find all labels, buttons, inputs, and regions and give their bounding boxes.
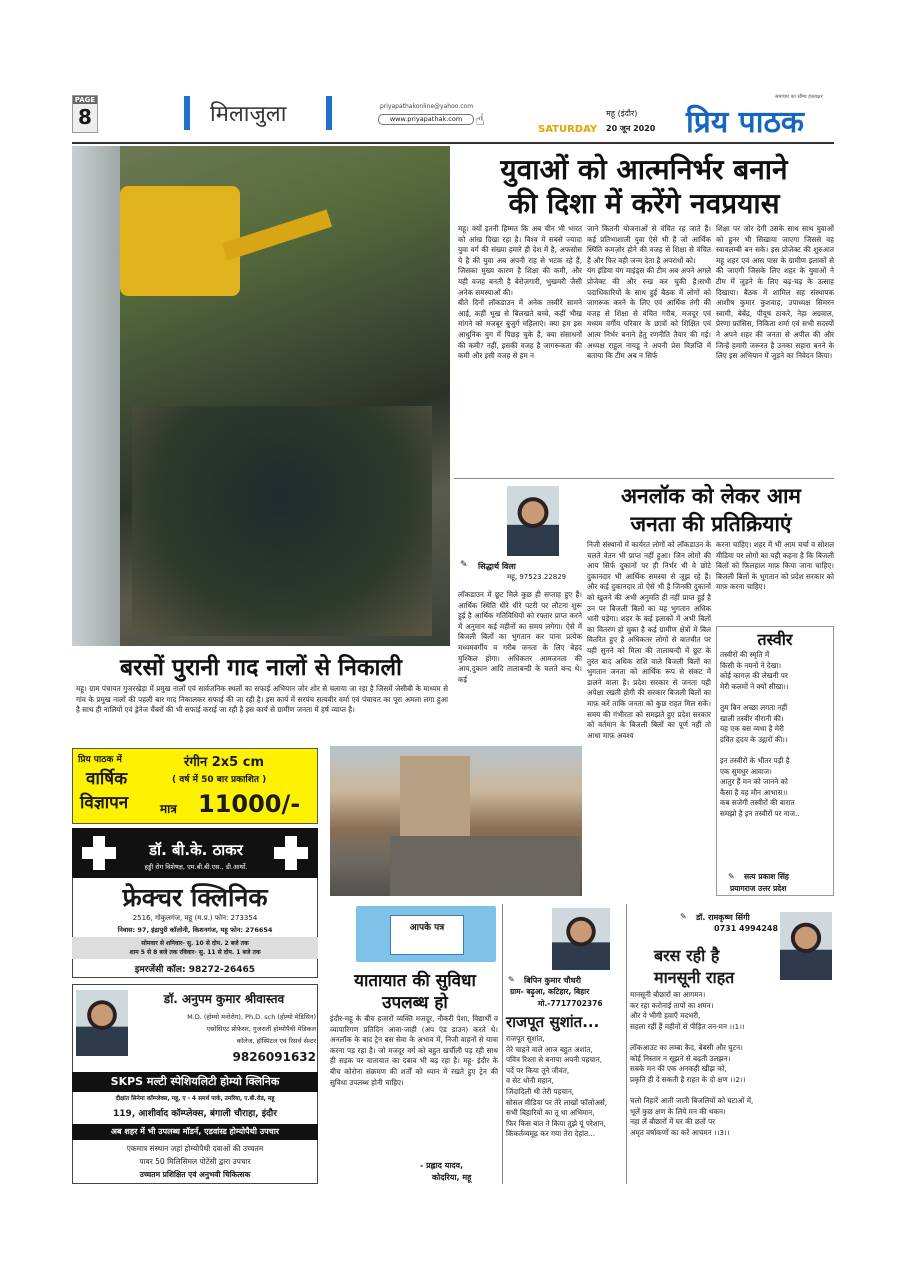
street-photo xyxy=(330,746,582,896)
rajput-lines: राजपूत सुशांत, तेरे चाहने वाले आज बहुत अशांत, पवित्र रिश्ता से बनाया अपनी पहचान, पर्दे पर किया तूने जीवंत, व सेट धोनी महान, जिंदादिली थी तेरी पहचान, सोसल मीडिया पर तेरे लाखों फॉलोअर्स, सभी बिहारियों का तू था अभिमान, फिर किस बात ने किया तुझे यूं परेशान, किंकर्तव्यमूढ़ कर गया तेरा देहांत... xyxy=(506,1034,608,1139)
ad-homeo-addr2: 119, आशीर्वाद कॉम्प्लेक्स, बंगाली चौराहा, इंदौर xyxy=(113,1109,277,1119)
tasveer-lines: तस्वीरों की स्मृति में किसी के नयनों ने देखा। कोई कागज़ की लेखनी पर मेरी कलमों ने क्यों सीखा।। तुम बिन अच्छा लगता नहीं खाली तस्वीर वीरानी की। यह एक बस व्यथा है मेरी द्रवित हृदय के उद्गारों की।। इन तस्वीरों के भीतर पड़ी है एक सुमधुर आवाज। आतुर हैं मन को जानने को कैसा है यह मौन आभास।। कब सजेगी तस्वीरों की बारात समझो है इन तस्वीरों पर नाज.. xyxy=(720,650,800,818)
unlock-headline-line1: अनलॉक को लेकर आम xyxy=(621,484,801,508)
lead-photo-jcb-drain xyxy=(72,146,450,646)
ad-homeo-phone: 9826091632 xyxy=(232,1050,316,1064)
page-number: 8 xyxy=(78,105,92,129)
ad-thakar-addr1: 2516, गोकुलगंज, महू (म.प्र.) फोन: 273354 xyxy=(132,914,258,922)
author-photo-ramkrishna xyxy=(780,912,832,980)
monsoon-pen-icon: ✎ xyxy=(680,912,687,921)
page-label xyxy=(72,95,98,133)
ad-thakar-spec: हड्डी रोग विशेषज्ञ, एम.बी.बी.एस., डी.आर्थो. xyxy=(144,863,248,871)
medical-cross-icon-right xyxy=(272,834,310,872)
monsoon-title-line1: बरस रही है xyxy=(654,946,720,965)
lead-col-1: महू। क्यों इतनी हिम्मत कि अब चीन भी भारत को आंख दिखा रहा है। विश्व में सबसे ज्यादा युवा वर्ग की संख्या हमारे ही देश में है, अफसोस ये है की युवा अब अपनी राह से भटक रहे हैं, जिसका मुख्य कारण है शिक्षा की कमी, और यही वजह बनती है बेरोज़गारी, भुखमरी जैसी अनेक समस्याओं की। बीते दिनों लॉकडाउन में अनेक तस्वीरें सामने आई, कहीं भूख से बिलखते बच्चे, कहीं भीख मांगने को मजबूर बुजुर्ग महिलाएं। क्या हम इस आधुनिक युग में पिछड़ चुके हैं, क्या संसाधनों की कमी? नहीं, इसकी वजह है जागरूकता की कमी और इसी वजह से हम न xyxy=(458,224,582,361)
unlock-author-place: महू, 97523 22829 xyxy=(507,573,567,581)
ad-homeo-line1: एकमात्र संस्थान जहां होम्योपैथी दवाओं की उच्चतम xyxy=(126,1144,264,1153)
tasveer-place: प्रयागराज उत्तर प्रदेश xyxy=(730,884,787,893)
rajput-pen-icon: ✎ xyxy=(508,975,515,984)
ad-thakar-emergency: इमरजेंसी कॉल: 98272-26465 xyxy=(134,965,256,975)
ad-homeo-strip: अब शहर में भी उपलब्ध मॉडर्न, एडवांस्ड होम्योपैथी उपचार xyxy=(72,1124,318,1140)
monsoon-phone: 0731 4994248 xyxy=(714,924,779,933)
unlock-author: सिद्धार्थ विला xyxy=(478,562,516,571)
section-bracket-left xyxy=(184,96,190,130)
letters-headline-line2: उपलब्ध हो xyxy=(382,993,448,1013)
section-bracket-right xyxy=(326,96,332,130)
monsoon-title-line2: मानसूनी राहत xyxy=(654,968,735,987)
ad-rate-size: रंगीन 2x5 cm xyxy=(184,755,264,770)
ad-homeo-line2: पावर 50 मिलिसिमल पोटेंसी द्वारा उपचार xyxy=(139,1157,251,1166)
drain-headline: बरसों पुरानी गाद नालों से निकाली xyxy=(119,655,403,681)
ad-homeo-quals: M.D. (होम्यो मनोरोग), Ph.D. sch (होम्यो मेडिसिन) xyxy=(187,1013,316,1021)
ad-rate-label1: प्रिय पाठक में xyxy=(78,755,122,765)
drain-body: महू। ग्राम पंचायत गुजरखेड़ा में प्रमुख नालों एवं सार्वजनिक स्थलों का सफाई अभियान जोर शोर से चलाया जा रहा है जिसमें जेसीबी के माध्यम से गांव के प्रमुख नालों की पहली बार गाद निकालकर सफाई की जा रही है। इस कार्य में सरपंच सत्यवीर वर्मा एवं पंचायत का पूरा अमला लगा हुआ है साथ ही नालियों एवं ड्रेनेज चैंबरों की भी सफाई कराई जा रही है इस कार्य से ग्रामीण जनता में हर्ष व्याप्त है। xyxy=(76,684,448,715)
lead-headline-line1: युवाओं को आत्मनिर्भर बनाने xyxy=(500,153,788,186)
wall-shape xyxy=(72,146,120,646)
monsoon-lines: मानसूनी बौछारों का आगमन। कर रहा करोनाई तापों का शमन। और ये भीगी हवाएँ मदभरी, सहला रहीं हैं महीनों से पीड़ित तन-मन ।।1।। लॉकआउट का लम्बा कैद, बेबसी और घुटन। कोई निस्तार न सूझने से बढ़ती उलझन। सबके मन की एक अनकही खीझ को, प्रकृति ही दे सकती है राहत के दो क्षण ।।2।। चलो निहारें आती जाती बिजलियों को घटाओं में, भूलें कुछ क्षण के लिये मन की थकन। नहा लें बौछारों में घर की छतों पर अमृत वर्षाकणों का करें आचमन ।।3।। xyxy=(630,990,754,1137)
ad-homeo-doctor: डॉ. अनुपम कुमार श्रीवास्तव xyxy=(163,992,285,1006)
rajput-place: ग्राम- बढ़ुआ, कटिहार, बिहार xyxy=(510,987,590,996)
lead-headline-line2: की दिशा में करेंगे नवप्रयास xyxy=(508,187,780,220)
doctor-photo-anupam xyxy=(76,990,128,1056)
ad-rate-price-label: मात्र xyxy=(160,802,177,816)
jcb-shape xyxy=(120,186,240,296)
unlock-col-1: लॉकडाउन में छूट मिले कुछ ही सप्ताह हुए हैं। आर्थिक स्थिति धीरे धीरे पटरी पर लौटना शुरू हुई है आर्थिक गतिविधियों को रफ्तार प्राप्त करने में अनुमान कई महीनों का समय लगेगा। ऐसे में बिजली बिलों का भुगतान कर पाना प्रत्येक मध्यमवर्गीय व गरीब जनता के लिए बेहद मुश्किल होगा। अधिकतर आमजनता की आय,दुकान आदि तालाबन्दी के चलते बन्द थे। कई xyxy=(458,590,582,684)
ad-rate-price: 11000/- xyxy=(198,790,301,818)
tasveer-pen-icon: ✎ xyxy=(728,872,735,881)
page-label-text: PAGE xyxy=(74,96,96,104)
letters-headline-line1: यातायात की सुविधा xyxy=(354,971,476,991)
unlock-col-2: निजी संस्थानों में कार्यरत लोगों को लॉकडाउन के चलते वेतन भी प्राप्त नहीं हुआ। जिन लोगों की आय सिर्फ दुकानों पर ही निर्भर थी वे छोटे दुकानदार भी आर्थिक समस्या से जूझ रहे हैं। और कई दुकानदार तो ऐसे भी है जिनकी दुकानों को खुलने की अभी अनुमति ही नहीं प्राप्त हुई है उन पर बिजली बिलों का यह भुगतान अधिक भारी पड़ेगा। शहर के कई इलाकों में अभी बिलों का वितरण हो चुका है कई ग्रामीण क्षेत्रों में बिल वितरित हुए है अधिकतर लोगों से बातचीत पर यही सुनने को मिला की तालाबन्दी में छूट के तुरंत बाद अधिक राशि वाले बिजली बिलों का भुगतान जनता को आर्थिक रूप से संकट में डालने वाला है। प्रदेश सरकार से जनता यही अपेक्षा रखती होगी की सरकार बिजली बिलों का माफ़ करें ताकि जनता को कुछ राहत मिल सकें। समय की गंभीरता को समझते हुए प्रदेश सरकार को वर्तमान के बिजली बिलों का पूर्ण नहीं तो आधा माफ़ अवश्य xyxy=(587,540,711,740)
author-photo-siddharth xyxy=(507,486,559,556)
ad-thakar-addr2: निवास: 97, इंद्रापुरी कॉलोनी, किशनगंज, महू फोन: 276654 xyxy=(117,926,273,934)
building-shape xyxy=(400,756,470,836)
header-place: महू (इंदौर) xyxy=(606,109,638,118)
letters-sign1: - प्रह्लाद यादव, xyxy=(420,1161,464,1170)
rajput-author: बिपिन कुमार चौधरी xyxy=(524,976,581,985)
medical-cross-icon-left xyxy=(80,834,118,872)
section-title: मिलाजुला xyxy=(210,102,287,127)
ad-homeo-role1: एसोसिएट प्रोफेसर, गुजराती होम्योपैथी मेडिकल xyxy=(206,1025,316,1033)
water-shape xyxy=(132,406,432,636)
ad-homeo-addr1: दीक्षांत सिनेमा कॉम्प्लेक्स, महू, ए - 4 समर्थ पार्क, उमरिया, ए.बी.रोड, महू xyxy=(115,1096,275,1102)
unlock-col-3: करना चाहिए। शहर में भी आम चर्चा व सोशल मीडिया पर लोगों का यही कहना है कि बिजली बिलों को फ़िलहाल माफ़ किया जाना चाहिए। बिजली बिलों के भुगतान को प्रदेश सरकार को माफ़ करना चाहिए। xyxy=(716,540,834,592)
ad-homeo-banner: SKPS मल्टी स्पेशियलिटी होम्यो क्लिनिक xyxy=(72,1072,318,1092)
rajput-mobile: मो.-7717702376 xyxy=(538,999,603,1008)
header-tagline: समाचार का सौम्य हस्ताक्षर xyxy=(775,94,823,100)
ad-thakar-timing2: शाम 5 से 8 बजे तक रविवार- सु. 11 से दोप. 1 बजे तक xyxy=(129,949,261,956)
author-photo-bipin xyxy=(552,908,610,970)
lead-col-3: शिक्षा पर जोर देगी उसके साथ साथ युवाओं को हुनर भी सिखाया जाएगा जिससे वह स्वावलम्बी बन सके। इस प्रोजेक्ट की शुरुआत महू शहर एवं आस पास के ग्रामीण इलाकों से की जाएगी जिसके लिए शहर के युवाओं ने टीम में जुड़ने के लिए बढ़-चढ़ के उत्साह दिखाया। बैठक में शामिल सह संस्थापक आशीष कुमार कुशवाह, उपाध्यक्ष सिमरन स्वामी, बेबेंद्र, पीयूष ठाकरे, नेहा अग्रवाल, प्रेरणा फ्रांसिस, निकिता शर्मा एवं सभी सदस्यों ने अपने शहर की जनता से अपील की और जिन्हें हमारी जरूरत है उनका सहारा बनने के लिए इस अभियान में जुड़ने का निवेदन किया। xyxy=(716,224,834,361)
ad-thakar-clinic: फ्रेक्चर क्लिनिक xyxy=(122,883,268,912)
tasveer-author: सत्य प्रकाश सिंह xyxy=(744,872,789,881)
header-website[interactable]: www.priyapathak.com xyxy=(378,114,474,125)
road-shape xyxy=(390,836,580,896)
ad-rate-label3: विज्ञापन xyxy=(80,793,129,813)
ad-rate-note: ( वर्ष में 50 बार प्रकाशित ) xyxy=(172,775,267,785)
pointer-hand-icon: ☝ xyxy=(475,110,485,129)
tasveer-title: तस्वीर xyxy=(757,630,793,649)
letters-body: इंदौर-महू के बीच हजारों व्यक्ति मजदूर, नौकरी पेशा, विद्यार्थी व व्यापारिगण प्रतिदिन आवा-जाही (अप एंड डाउन) करते थे। अनलॉक के बाद ट्रेन बस सेवा के अभाव में, निजी वाहनों से यात्रा करना पड़ रहा है। जो मजदूर वर्ग को बहुत खर्चीली पड़ रही साथ ही सड़क पर यातायात का दबाव भी बढ़ रहा है। महू- इंदौर के बीच कोरोना संक्रमण की शर्तों को ध्यान में रखते हुए ट्रेन की सुविधा उपलब्ध होनी चाहिए। xyxy=(330,1014,498,1087)
ad-homeo-line3: उच्चतम प्रशिक्षित एवं अनुभवी चिकित्सक xyxy=(139,1170,251,1179)
ad-homeo-role2: कॉलेज, हॉस्पिटल एवं रिसर्च सेन्टर xyxy=(236,1037,316,1045)
ad-thakar-timing1: सोमवार से शनिवार- सु. 10 से दोप. 2 बजे तक xyxy=(141,940,249,947)
lead-col-2: जाने कितनी योजनाओं से वंचित रह जाते हैं। कई प्रतिभाशाली युवा ऐसे भी हैं जो आर्थिक स्थिति कमज़ोर होने की वजह से शिक्षा से वंचित हैं और फिर वही जन्म देता है अपराधों को। यंग इंडिया यंग माइंड्स की टीम अब अपने अगले प्रोजेक्ट की और रुख कर चुकी है।सभी पदाधिकारियों के साथ हुई बैठक में लोगों को जागरूक करने के लिए एवं आर्थिक तंगी की वजह से शिक्षा से वंचित गरीब, मजदूर एवं मध्यम वर्गीय परिवार के छात्रों को शिक्षित एवं आत्म निर्भर बनाने हेतु रणनीति तैयार की गई। अध्यक्ष राहुल नायडू ने अपनी प्रेस विज्ञप्ति में बताया कि टीम अब न सिर्फ xyxy=(587,224,711,361)
ad-rate-label2: वार्षिक xyxy=(86,769,128,789)
header-date: 20 जून 2020 xyxy=(606,124,656,133)
newspaper-logo[interactable]: प्रिय पाठक xyxy=(686,105,804,140)
letters-sign2: कोदरिया, महू xyxy=(432,1173,472,1182)
header-day: SATURDAY xyxy=(538,124,598,135)
pen-icon: ✎ xyxy=(460,560,468,570)
monsoon-author: डॉ. रामकृष्ण सिंगी xyxy=(696,913,750,922)
ad-thakar-doctor: डॉ. बी.के. ठाकर xyxy=(149,841,243,859)
rajput-title: राजपूत सुशांत... xyxy=(506,1013,600,1031)
header-email: priyapathakonline@yahoo.com xyxy=(380,103,474,110)
unlock-headline-line2: जनता की प्रतिक्रियाएं xyxy=(630,512,792,536)
letters-badge-label: आपके पत्र xyxy=(409,923,445,933)
